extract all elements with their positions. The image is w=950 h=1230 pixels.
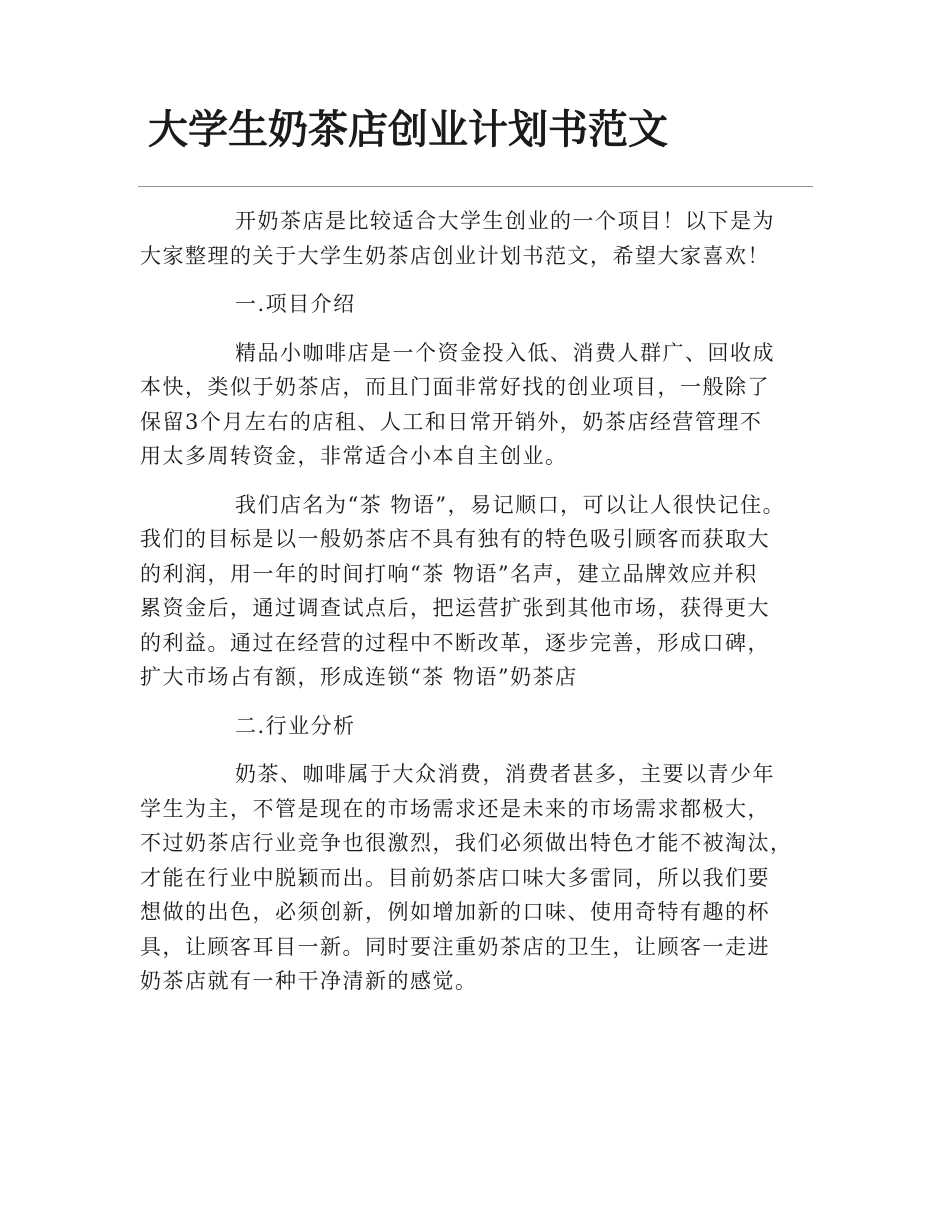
paragraph-line: 累资金后，通过调查试点后，把运营扩张到其他市场，获得更大 <box>140 596 770 620</box>
paragraph-line: 具，让顾客耳目一新。同时要注重奶茶店的卫生，让顾客一走进 <box>140 934 770 959</box>
paragraph-line: 奶茶、咖啡属于大众消费，消费者甚多，主要以青少年 <box>235 762 775 786</box>
paragraph-line: 大家整理的关于大学生奶茶店创业计划书范文，希望大家喜欢！ <box>140 243 770 268</box>
section-heading-industry <box>140 709 840 744</box>
paragraph-line: 我们的目标是以一般奶茶店不具有独有的特色吸引顾客而获取大 <box>140 527 770 551</box>
paragraph-line: 扩大市场占有额，形成连锁“茶 物语”奶茶店 <box>140 665 578 689</box>
title-divider <box>138 186 813 187</box>
section-heading: 一.项目介绍 <box>235 292 356 316</box>
paragraph-line: 学生为主，不管是现在的市场需求还是未来的市场需求都极大， <box>140 796 770 821</box>
paragraph-line: 的利润，用一年的时间打响“茶 物语”名声，建立品牌效应并积 <box>140 561 758 586</box>
industry-analysis-paragraph <box>140 757 840 999</box>
document-body <box>140 204 840 999</box>
paragraph-line: 开奶茶店是比较适合大学生创业的一个项目！以下是为 <box>235 209 775 233</box>
project-intro-paragraph <box>140 336 840 474</box>
paragraph-line: 的利益。通过在经营的过程中不断改革，逐步完善，形成口碑， <box>140 630 770 655</box>
document-title: 大学生奶茶店创业计划书范文 <box>148 107 668 153</box>
store-name-paragraph <box>140 488 840 695</box>
paragraph-line: 我们店名为“茶 物语”，易记顺口，可以让人很快记住。 <box>235 492 786 517</box>
section-heading-project <box>140 287 840 322</box>
paragraph-line: 保留3个月左右的店租、人工和日常开销外，奶茶店经营管理不 <box>140 409 763 434</box>
paragraph-line: 精品小咖啡店是一个资金投入低、消费人群广、回收成 <box>235 340 775 365</box>
section-heading: 二.行业分析 <box>235 713 356 738</box>
paragraph-line: 本快，类似于奶茶店，而且门面非常好找的创业项目，一般除了 <box>140 375 770 399</box>
paragraph-line: 才能在行业中脱颖而出。目前奶茶店口味大多雷同，所以我们要 <box>140 865 770 890</box>
paragraph-line: 想做的出色，必须创新，例如增加新的口味、使用奇特有趣的杯 <box>140 900 770 924</box>
paragraph-line: 奶茶店就有一种干净清新的感觉。 <box>140 969 478 993</box>
paragraph-line: 不过奶茶店行业竞争也很激烈，我们必须做出特色才能不被淘汰， <box>140 831 793 855</box>
paragraph-line: 用太多周转资金，非常适合小本自主创业。 <box>140 444 568 468</box>
intro-paragraph <box>140 204 840 273</box>
